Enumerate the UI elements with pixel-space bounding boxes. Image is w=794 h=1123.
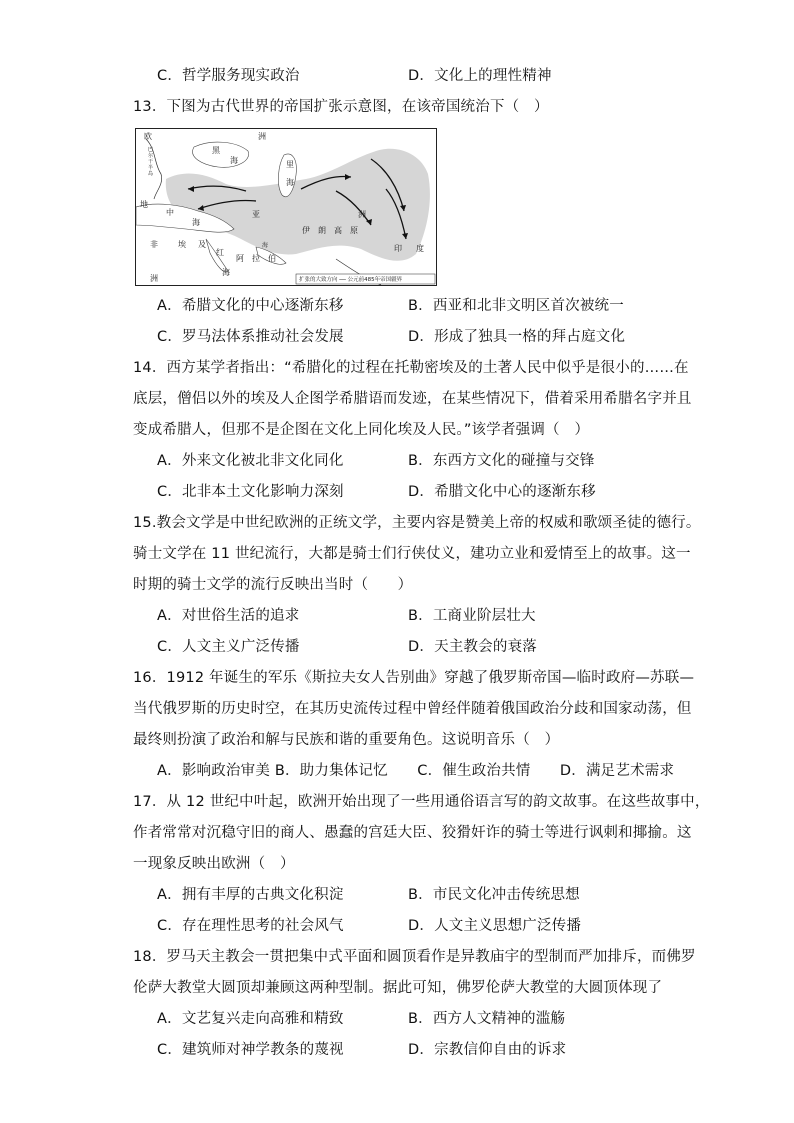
q14-option-d[interactable]: D．希腊文化中心的逐渐东移 bbox=[408, 484, 596, 500]
map-label-caspian-2: 海 bbox=[286, 178, 294, 187]
q15-stem-line-3: 时期的骑士文学的流行反映出当时（ ） bbox=[133, 577, 413, 593]
q13-option-a[interactable]: A．希腊文化的中心逐渐东移 bbox=[157, 298, 344, 314]
q15-stem-line-1: 15.教会文学是中世纪欧洲的正统文学，主要内容是赞美上帝的权威和歌颂圣徒的德行。 bbox=[133, 515, 701, 531]
q13-option-d[interactable]: D．形成了独具一格的拜占庭文化 bbox=[408, 329, 626, 345]
map-label-balkan-3: 干 bbox=[148, 159, 154, 165]
map-label-black-1: 黑 bbox=[212, 146, 220, 155]
q16-stem-line-1: 16．1912 年诞生的军乐《斯拉夫女人告别曲》穿越了俄罗斯帝国—临时政府—苏联— bbox=[133, 670, 695, 686]
q12-option-d[interactable]: D．文化上的理性精神 bbox=[408, 68, 552, 84]
q17-option-b[interactable]: B．市民文化冲击传统思想 bbox=[408, 887, 580, 903]
map-label-mid-1: 地 bbox=[140, 200, 148, 209]
map-label-egypt-1: 埃 bbox=[178, 240, 186, 249]
q18-option-d[interactable]: D．宗教信仰自由的诉求 bbox=[408, 1042, 567, 1058]
map-label-red-1: 红 bbox=[216, 248, 224, 257]
q18-stem-line-1: 18．罗马天主教会一贯把集中式平面和圆顶看作是异教庙宇的型制而严加排斥，而佛罗 bbox=[133, 949, 696, 965]
empire-expansion-map bbox=[135, 128, 437, 286]
map-label-iran: 伊 朗 高 原 bbox=[302, 226, 358, 235]
q18-option-b[interactable]: B．西方人文精神的滥觞 bbox=[408, 1011, 566, 1027]
map-label-asia-1: 亚 bbox=[252, 210, 260, 219]
q18-option-a[interactable]: A．文艺复兴走向高雅和精致 bbox=[157, 1011, 344, 1027]
q18-option-c[interactable]: C．建筑师对神学教条的蔑视 bbox=[157, 1042, 344, 1058]
map-svg bbox=[136, 129, 436, 285]
q13-option-b[interactable]: B．西亚和北非文明区首次被统一 bbox=[408, 298, 624, 314]
q14-stem-line-1: 14．西方某学者指出：“希腊化的过程在托勒密埃及的土著人民中似乎是很小的……在 bbox=[133, 360, 689, 376]
q13-stem: 13．下图为古代世界的帝国扩张示意图，在该帝国统治下（ ） bbox=[133, 99, 549, 115]
q15-option-d[interactable]: D．天主教会的衰落 bbox=[408, 639, 537, 655]
map-label-india-1: 印 bbox=[394, 244, 402, 253]
q15-option-c[interactable]: C．人文主义广泛传播 bbox=[157, 639, 300, 655]
q17-option-a[interactable]: A．拥有丰厚的古典文化积淀 bbox=[157, 887, 344, 903]
map-label-red-2: 海 bbox=[222, 268, 230, 277]
q15-stem-line-2: 骑士文学在 11 世纪流行，大都是骑士们行侠仗义，建功立业和爱情至上的故事。这一 bbox=[133, 546, 691, 562]
map-label-egypt-2: 及 bbox=[198, 240, 206, 249]
q15-option-a[interactable]: A．对世俗生活的追求 bbox=[157, 608, 300, 624]
q17-stem-line-1: 17．从 12 世纪中叶起，欧洲开始出现了一些用通俗语言写的韵文故事。在这些故事中， bbox=[133, 794, 710, 810]
q16-stem-line-3: 最终则扮演了政治和解与民族和谐的重要角色。这说明音乐（ ） bbox=[133, 732, 560, 748]
q17-stem-line-2: 作者常常对沉稳守旧的商人、愚蠢的宫廷大臣、狡猾奸诈的骑士等进行讽刺和揶揄。这 bbox=[133, 825, 692, 841]
map-label-arab: 阿 拉 伯 bbox=[236, 254, 276, 263]
q14-stem-line-2: 底层，僧侣以外的埃及人企图学希腊语而发迹，在某些情况下，借着采用希腊名字并且 bbox=[133, 391, 692, 407]
map-label-mid-2: 中 bbox=[166, 208, 174, 217]
map-label-balkan-2: 尔 bbox=[148, 153, 154, 159]
map-label-balkan-4: 半 bbox=[148, 165, 154, 171]
q18-stem-line-2: 伦萨大教堂大圆顶却兼顾这两种型制。据此可知，佛罗伦萨大教堂的大圆顶体现了 bbox=[133, 980, 663, 996]
map-label-balkan-1: 巴 bbox=[148, 147, 154, 153]
q13-option-c[interactable]: C．罗马法体系推动社会发展 bbox=[157, 329, 344, 345]
map-label-black-2: 海 bbox=[230, 156, 238, 165]
map-label-caspian-1: 里 bbox=[286, 160, 294, 169]
q17-option-d[interactable]: D．人文主义思想广泛传播 bbox=[408, 918, 582, 934]
map-label-balkan-5: 岛 bbox=[148, 171, 154, 177]
q17-stem-line-3: 一现象反映出欧洲（ ） bbox=[133, 856, 295, 872]
map-label-africa-2: 洲 bbox=[150, 274, 158, 283]
map-label-mid-3: 海 bbox=[192, 218, 200, 227]
map-label-asia-2: 洲 bbox=[358, 210, 366, 219]
q12-option-c[interactable]: C．哲学服务现实政治 bbox=[157, 68, 300, 84]
q15-option-b[interactable]: B．工商业阶层壮大 bbox=[408, 608, 536, 624]
q17-option-c[interactable]: C．存在理性思考的社会风气 bbox=[157, 918, 344, 934]
q14-option-c[interactable]: C．北非本土文化影响力深刻 bbox=[157, 484, 344, 500]
q14-option-a[interactable]: A．外来文化被北非文化同化 bbox=[157, 453, 344, 469]
q14-stem-line-3: 变成希腊人，但那不是企图在文化上同化埃及人民。”该学者强调（ ） bbox=[133, 422, 590, 438]
map-label-africa-1: 非 bbox=[150, 240, 158, 249]
map-label-sea: 海 bbox=[262, 242, 269, 249]
q14-option-b[interactable]: B．东西方文化的碰撞与交锋 bbox=[408, 453, 595, 469]
map-legend-text: 扩张的大致方向 ── 公元前485年帝国疆界 bbox=[299, 277, 403, 283]
map-label-europe-2: 洲 bbox=[258, 132, 266, 141]
q16-stem-line-2: 当代俄罗斯的历史时空，在其历史流传过程中曾经伴随着俄国政治分歧和国家动荡，但 bbox=[133, 701, 692, 717]
map-label-europe-1: 欧 bbox=[144, 132, 152, 141]
q16-options[interactable]: A．影响政治审美 B．助力集体记忆 C．催生政治共情 D．满足艺术需求 bbox=[157, 763, 675, 779]
map-label-india-2: 度 bbox=[416, 244, 424, 253]
